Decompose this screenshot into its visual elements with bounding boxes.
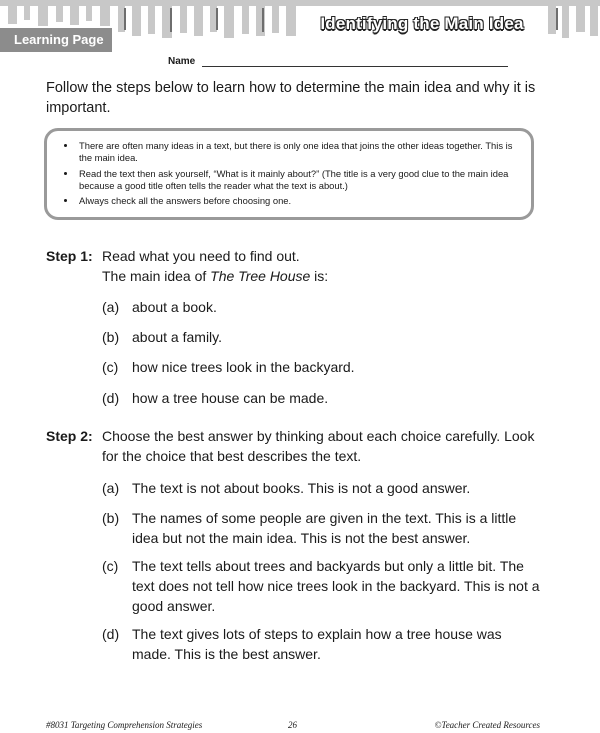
page-header xyxy=(0,0,600,60)
page-title: Identifying the Main Idea xyxy=(304,12,540,36)
intro-text: Follow the steps below to learn how to determine the main idea and why it is important. xyxy=(46,80,536,116)
story-title: The Tree House xyxy=(210,268,311,284)
tip-item: • Read the text then ask yourself, “What is it mainly about?” (The title is a very good clue to the main idea because a good title often tells the reader what the text is about.) xyxy=(77,168,521,193)
choice-text: The text tells about trees and backyards but only a little bit. The text does not tell how nice trees look in the backyard. This is not a good answer. xyxy=(132,558,540,614)
choice-letter: (b) xyxy=(102,329,120,345)
footer-publisher: ©Teacher Created Resources xyxy=(434,720,540,730)
choice-text: The text gives lots of steps to explain how a tree house was made. This is the best answer. xyxy=(132,626,502,662)
choice-text: The text is not about books. This is not a good answer. xyxy=(132,480,471,496)
choice-text: how a tree house can be made. xyxy=(132,390,329,406)
step-1-label: Step 1: xyxy=(46,248,93,264)
choice-text: about a book. xyxy=(132,299,217,315)
choice-letter: (a) xyxy=(102,299,120,315)
step-2-label: Step 2: xyxy=(46,428,93,444)
footer-book-title: #8031 Targeting Comprehension Strategies xyxy=(46,720,203,730)
choice-letter: (c) xyxy=(102,558,119,574)
question-prefix: The main idea of xyxy=(102,268,211,284)
name-label: Name xyxy=(168,56,196,67)
name-input-line[interactable] xyxy=(202,66,508,67)
tips-box xyxy=(44,128,534,220)
learning-page-tab: Learning Page xyxy=(0,28,112,52)
choice-text: about a family. xyxy=(132,329,223,345)
question-suffix: is: xyxy=(310,268,329,284)
choice-letter: (a) xyxy=(102,480,120,496)
footer-page-number: 26 xyxy=(288,720,297,730)
tips-list xyxy=(63,140,521,207)
step-1-instruction: Read what you need to find out. xyxy=(102,248,300,264)
choice-text: how nice trees look in the backyard. xyxy=(132,359,355,375)
tip-item: • Always check all the answers before choosing one. xyxy=(77,195,521,207)
choice-text: The names of some people are given in the text. This is a little idea but not the main idea. This is not the best answer. xyxy=(132,510,517,546)
choice-letter: (c) xyxy=(102,359,119,375)
step-1-body xyxy=(102,246,542,286)
choice-letter: (b) xyxy=(102,510,120,526)
choice-letter: (d) xyxy=(102,626,120,642)
step-2-body: Choose the best answer by thinking about each choice carefully. Look for the choice that best describes the text. xyxy=(102,428,535,464)
step-1-question xyxy=(102,266,542,286)
choice-letter: (d) xyxy=(102,390,120,406)
tip-item: • There are often many ideas in a text, but there is only one idea that joins the other ideas together. This is the main idea. xyxy=(77,140,521,165)
